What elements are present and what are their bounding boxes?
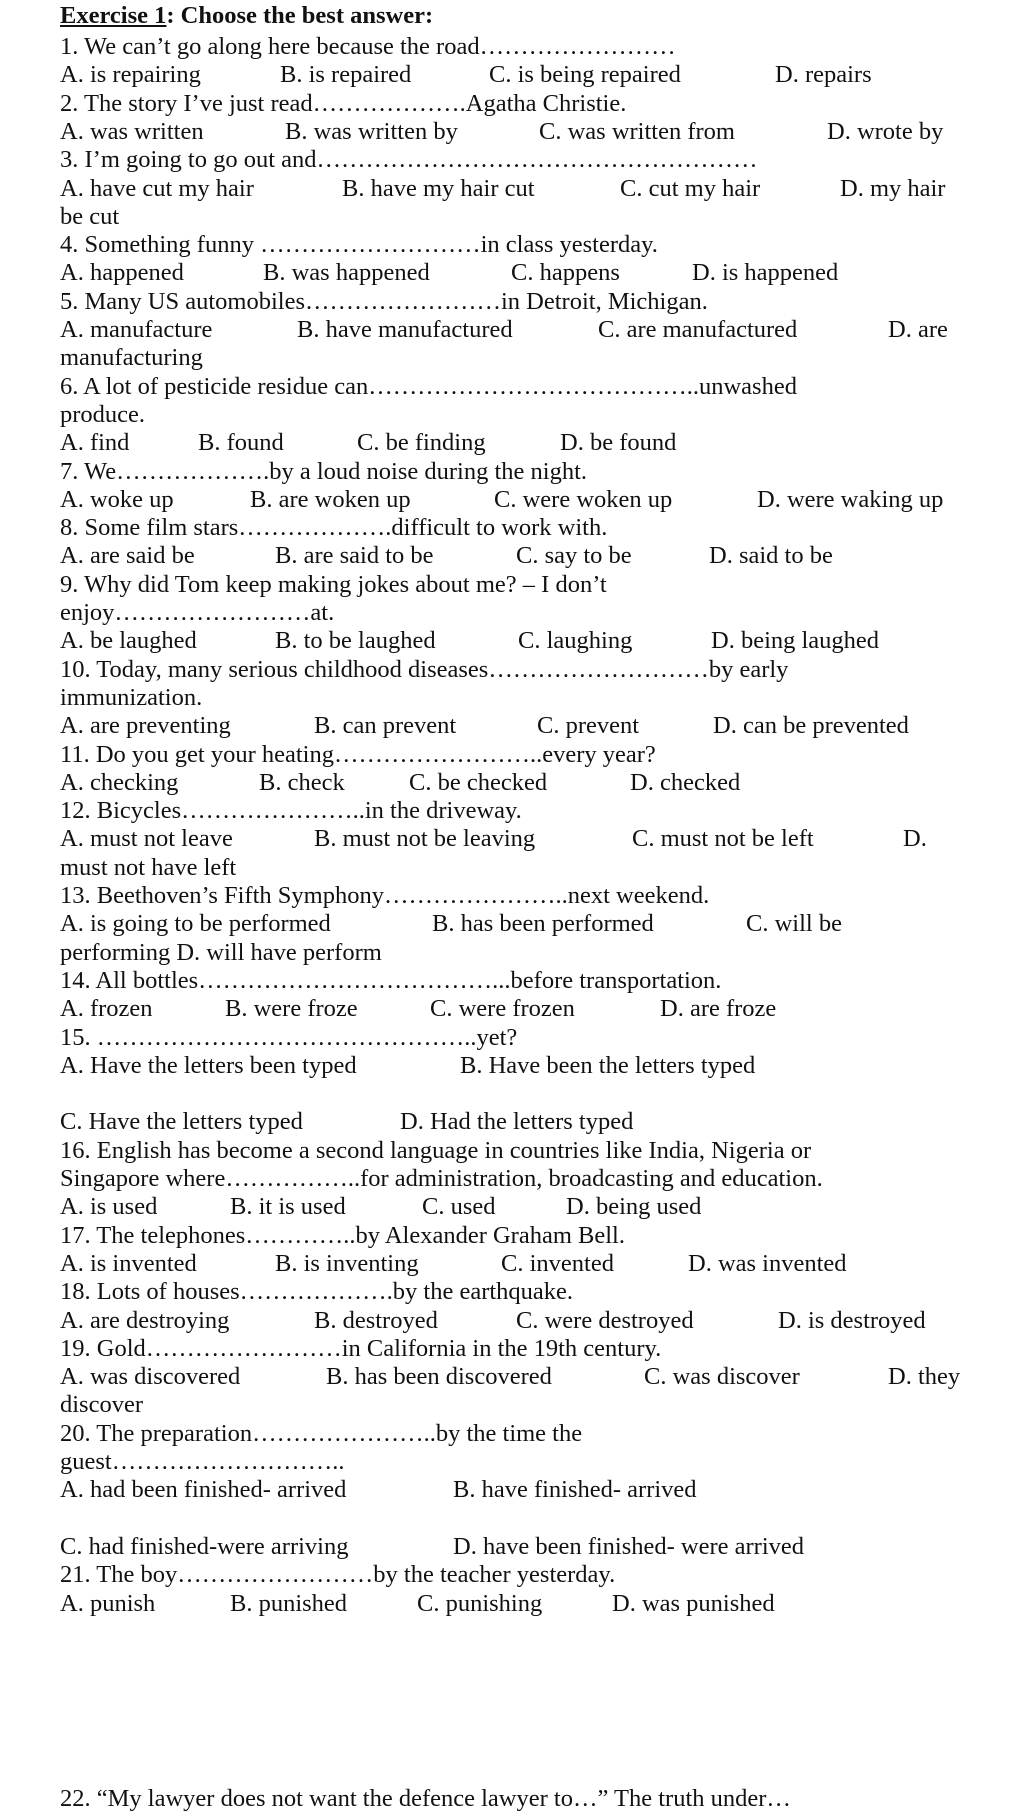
question-line: 7. We……………….by a loud noise during the night. bbox=[60, 457, 588, 485]
question-line: 17. The telephones…………..by Alexander Graham Bell. bbox=[60, 1221, 625, 1249]
answer-option: B. to be laughed bbox=[275, 627, 436, 655]
question-line: 2. The story I’ve just read……………….Agatha Christie. bbox=[60, 89, 627, 117]
answer-option: B. has been performed bbox=[432, 910, 654, 938]
answer-option: A. had been finished- arrived bbox=[60, 1476, 347, 1504]
answer-option: D. being laughed bbox=[711, 627, 880, 655]
question-line: 9. Why did Tom keep making jokes about me? – I don’t bbox=[60, 570, 607, 598]
answer-option: C. used bbox=[422, 1193, 496, 1221]
answer-option: A. Have the letters been typed bbox=[60, 1051, 357, 1079]
answer-option: D. have been finished- were arrived bbox=[453, 1532, 805, 1560]
blank-line bbox=[60, 1078, 1016, 1110]
answer-options bbox=[60, 59, 1016, 91]
answer-options bbox=[60, 908, 1016, 940]
answer-option: A. happened bbox=[60, 259, 184, 287]
answer-option: A. must not leave bbox=[60, 825, 233, 853]
answer-options bbox=[60, 823, 1016, 855]
answer-options bbox=[60, 1531, 1016, 1563]
answer-option: A. be laughed bbox=[60, 627, 197, 655]
answer-option: C. happens bbox=[511, 259, 620, 287]
answer-option: A. are preventing bbox=[60, 712, 231, 740]
answer-option: D. wrote by bbox=[827, 117, 944, 145]
answer-option: B. has been discovered bbox=[326, 1363, 552, 1391]
question-line: 19. Gold……………………in California in the 19th century. bbox=[60, 1334, 662, 1362]
question-line: Singapore where……………..for administration, broadcasting and education. bbox=[60, 1165, 823, 1192]
answer-option: A. are said be bbox=[60, 542, 195, 570]
answer-option: A. is used bbox=[60, 1193, 158, 1221]
answer-option: D. bbox=[903, 825, 927, 853]
answer-option: C. prevent bbox=[537, 712, 640, 740]
answer-option: D. Had the letters typed bbox=[400, 1108, 634, 1136]
answer-option: A. was written bbox=[60, 117, 204, 145]
exercise-label: Exercise 1 bbox=[60, 2, 167, 29]
question-line: 8. Some film stars……………….difficult to work with. bbox=[60, 514, 608, 542]
answer-option: C. was written from bbox=[539, 117, 735, 145]
answer-option: B. punished bbox=[230, 1589, 348, 1617]
answer-options bbox=[60, 484, 1016, 516]
question-line: produce. bbox=[60, 400, 146, 428]
answer-option: D. said to be bbox=[709, 542, 833, 570]
question-line: performing D. will have perform bbox=[60, 938, 382, 966]
question-line: 12. Bicycles…………………..in the driveway. bbox=[60, 797, 522, 825]
answer-option: B. have manufactured bbox=[297, 316, 513, 343]
blank-line bbox=[60, 1503, 1016, 1535]
answer-option: A. frozen bbox=[60, 995, 153, 1023]
answer-options bbox=[60, 540, 1016, 572]
question-line: 21. The boy……………………by the teacher yesterday. bbox=[60, 1561, 616, 1589]
answer-option: D. are bbox=[888, 316, 948, 343]
answer-option: D. being used bbox=[566, 1193, 702, 1221]
answer-option: D. was punished bbox=[612, 1589, 775, 1617]
question-line: 18. Lots of houses……………….by the earthquake. bbox=[60, 1278, 574, 1306]
answer-option: B. Have been the letters typed bbox=[460, 1051, 756, 1079]
answer-option: A. checking bbox=[60, 768, 179, 796]
answer-options bbox=[60, 710, 1016, 742]
question-line: 16. English has become a second language in countries like India, Nigeria or bbox=[60, 1136, 812, 1164]
answer-option: C. is being repaired bbox=[489, 61, 681, 89]
answer-option: B. are said to be bbox=[275, 542, 434, 570]
answer-option: B. found bbox=[198, 429, 284, 457]
answer-options bbox=[60, 767, 1016, 799]
exercise-title bbox=[60, 0, 1016, 32]
answer-options bbox=[60, 1305, 1016, 1337]
answer-option: C. punishing bbox=[417, 1589, 543, 1617]
answer-options bbox=[60, 1474, 1016, 1506]
answer-option: A. are destroying bbox=[60, 1306, 230, 1334]
cut-off-text: 22. “My lawyer does not want the defence lawyer to…” The truth under… bbox=[60, 1785, 791, 1812]
answer-option: D. were waking up bbox=[757, 485, 944, 513]
answer-options bbox=[60, 1248, 1016, 1280]
answer-options bbox=[60, 314, 1016, 346]
answer-option: C. were frozen bbox=[430, 995, 575, 1023]
answer-option: D. my hair bbox=[840, 174, 946, 202]
question-line: 3. I’m going to go out and……………………………………………… bbox=[60, 146, 758, 174]
answer-option: D. was invented bbox=[688, 1249, 847, 1277]
answer-option: D. can be prevented bbox=[713, 712, 909, 740]
answer-option: A. find bbox=[60, 429, 130, 457]
question-line: 10. Today, many serious childhood diseases………………………by early bbox=[60, 655, 789, 683]
question-line: manufacturing bbox=[60, 344, 203, 372]
question-line: be cut bbox=[60, 202, 120, 230]
answer-option: A. punish bbox=[60, 1589, 156, 1617]
answer-option: D. checked bbox=[630, 768, 741, 796]
answer-option: C. are manufactured bbox=[598, 316, 798, 343]
answer-option: A. was discovered bbox=[60, 1363, 241, 1391]
answer-option: B. is repaired bbox=[280, 61, 412, 89]
exercise-instruction: : Choose the best answer: bbox=[166, 2, 434, 29]
answer-option: C. will be bbox=[746, 910, 842, 938]
answer-option: B. it is used bbox=[230, 1193, 346, 1221]
answer-options bbox=[60, 1588, 1016, 1620]
answer-option: B. destroyed bbox=[314, 1306, 438, 1334]
answer-option: C. be checked bbox=[409, 768, 548, 796]
answer-option: D. is happened bbox=[692, 259, 839, 287]
question-line: enjoy……………………at. bbox=[60, 599, 335, 626]
answer-option: D. is destroyed bbox=[778, 1306, 926, 1334]
answer-option: C. must not be left bbox=[632, 825, 814, 853]
answer-option: B. are woken up bbox=[250, 485, 411, 513]
answer-options bbox=[60, 1106, 1016, 1138]
question-line: 5. Many US automobiles……………………in Detroit, Michigan. bbox=[60, 287, 708, 315]
answer-option: D. they bbox=[888, 1363, 961, 1391]
answer-option: B. have my hair cut bbox=[342, 174, 535, 202]
question-line: 20. The preparation…………………..by the time the bbox=[60, 1419, 583, 1447]
answer-option: A. is repairing bbox=[60, 61, 201, 89]
answer-option: C. be finding bbox=[357, 429, 486, 457]
answer-option: A. have cut my hair bbox=[60, 174, 254, 202]
question-line: must not have left bbox=[60, 853, 237, 881]
answer-option: B. were froze bbox=[225, 995, 358, 1023]
answer-options bbox=[60, 1050, 1016, 1082]
answer-options bbox=[60, 993, 1016, 1025]
answer-option: C. say to be bbox=[516, 542, 632, 570]
answer-options bbox=[60, 625, 1016, 657]
answer-option: A. woke up bbox=[60, 485, 174, 513]
answer-options bbox=[60, 116, 1016, 148]
question-line: 11. Do you get your heating……………………..every year? bbox=[60, 740, 656, 768]
answer-options bbox=[60, 427, 1016, 459]
answer-option: A. is going to be performed bbox=[60, 910, 331, 938]
question-line: 13. Beethoven’s Fifth Symphony…………………..next weekend. bbox=[60, 882, 710, 909]
answer-option: D. be found bbox=[560, 429, 677, 457]
answer-option: C. were destroyed bbox=[516, 1306, 694, 1334]
answer-option: C. was discover bbox=[644, 1363, 800, 1391]
question-line: 4. Something funny ………………………in class yesterday. bbox=[60, 231, 658, 259]
answer-option: C. Have the letters typed bbox=[60, 1108, 303, 1136]
answer-option: D. repairs bbox=[775, 61, 872, 89]
answer-option: D. are froze bbox=[660, 995, 777, 1023]
answer-options bbox=[60, 1191, 1016, 1223]
answer-option: B. can prevent bbox=[314, 712, 457, 740]
answer-option: A. manufacture bbox=[60, 316, 213, 343]
answer-options bbox=[60, 173, 1016, 205]
question-line: 1. We can’t go along here because the road…………………… bbox=[60, 33, 676, 60]
question-line: immunization. bbox=[60, 683, 203, 711]
answer-option: B. must not be leaving bbox=[314, 825, 536, 853]
answer-option: C. were woken up bbox=[494, 485, 673, 513]
question-line: 6. A lot of pesticide residue can…………………………………..unwashed bbox=[60, 372, 797, 400]
answer-option: B. have finished- arrived bbox=[453, 1476, 697, 1504]
answer-option: B. is inventing bbox=[275, 1249, 419, 1277]
question-line: 14. All bottles………………………………...before transportation. bbox=[60, 966, 722, 994]
answer-option: C. had finished-were arriving bbox=[60, 1532, 349, 1560]
answer-option: C. laughing bbox=[518, 627, 633, 655]
answer-option: C. cut my hair bbox=[620, 174, 761, 202]
question-line: discover bbox=[60, 1391, 143, 1419]
cut-off-line bbox=[60, 1779, 1024, 1812]
answer-option: B. was happened bbox=[263, 259, 430, 287]
answer-option: A. is invented bbox=[60, 1249, 197, 1277]
answer-option: C. invented bbox=[501, 1249, 614, 1277]
answer-option: B. check bbox=[259, 768, 345, 796]
answer-options bbox=[60, 1361, 1016, 1393]
question-line: guest……………………….. bbox=[60, 1448, 345, 1475]
question-line: 15. ………………………………………..yet? bbox=[60, 1023, 518, 1051]
answer-options bbox=[60, 257, 1016, 289]
answer-option: B. was written by bbox=[285, 117, 458, 145]
